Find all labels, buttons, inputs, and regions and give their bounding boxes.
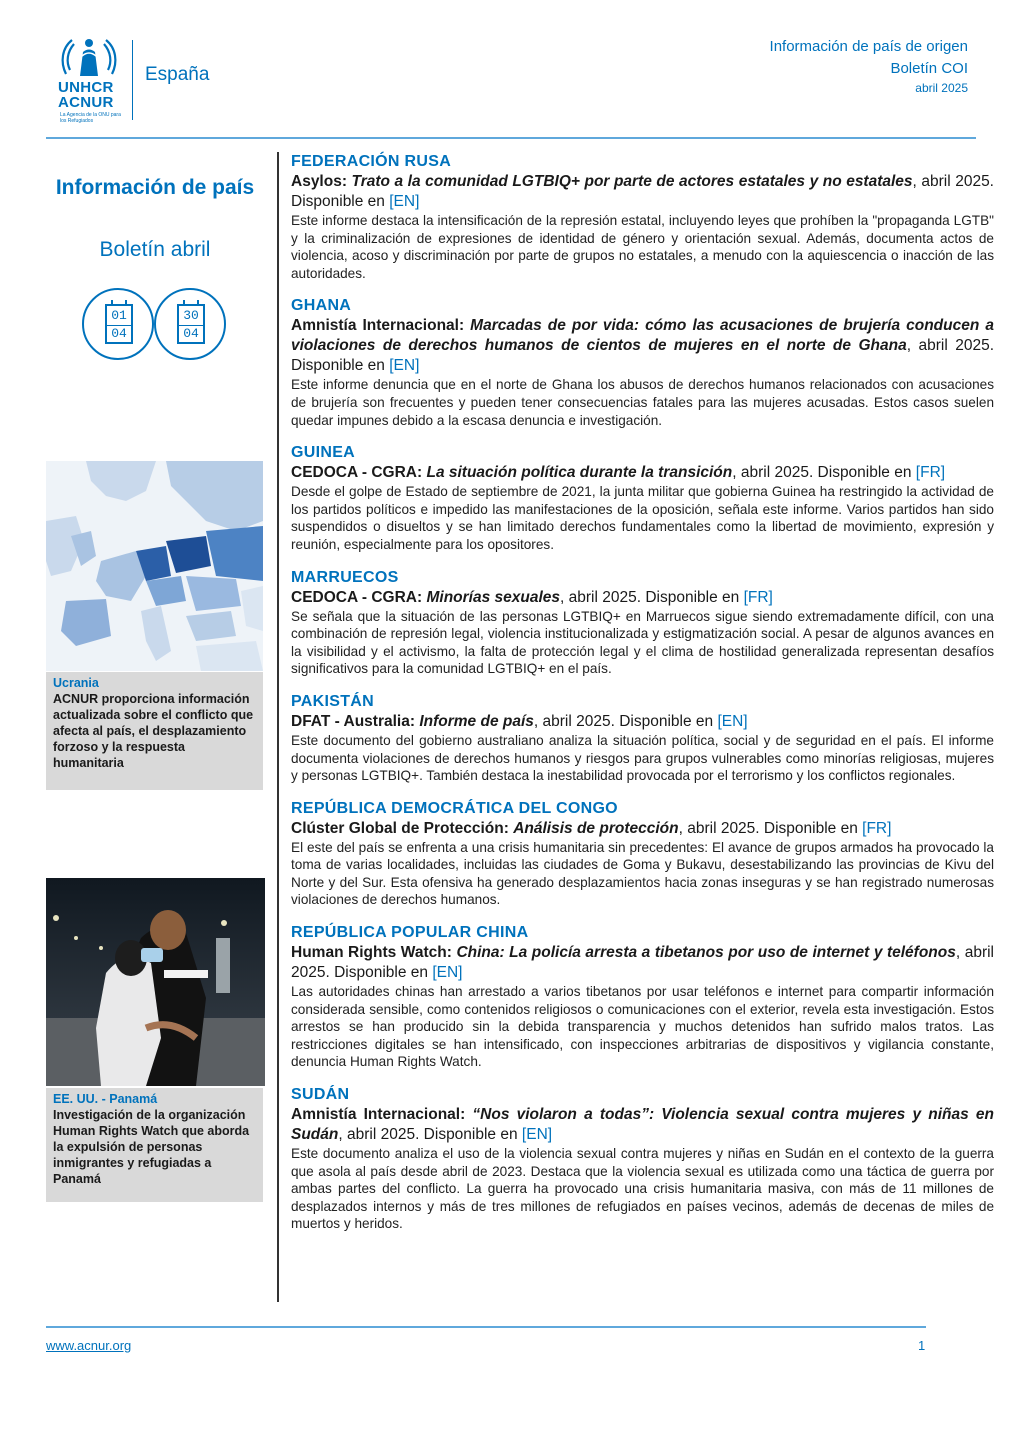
source-name: CEDOCA - CGRA: — [291, 464, 423, 482]
report-date: , abril 2025. Disponible en — [560, 588, 740, 606]
report-title: China: La policía arresta a tibetanos por uso de internet y teléfonos — [456, 944, 956, 962]
section-country: REPÚBLICA DEMOCRÁTICA DEL CONGO — [291, 799, 618, 817]
caption-panama-text: Investigación de la organización Human Rights Watch que aborda la expulsión de personas inmigrantes y refugiadas a Panamá — [53, 1108, 250, 1186]
report-title: Informe de país — [419, 712, 534, 730]
website-link[interactable]: www.acnur.org — [46, 1338, 132, 1353]
calendar-start-icon — [82, 288, 154, 360]
section-summary: Este informe destaca la intensificación de la represión estatal, incluyendo leyes que prohíben la "propaganda LGTB" y la criminalización de expresiones de identidad de género y orientación sexual. Además, documenta actos de violencia, acoso y discriminación por parte de grupos no estatales, a menudo con la aquiescencia o inacción de las autoridades. — [291, 213, 994, 281]
calendar-end-day: 30 — [183, 308, 199, 323]
section-rusia — [291, 152, 994, 282]
logo-tagline: La Agencia de la ONU para los Refugiados — [60, 112, 121, 124]
footer-rule — [46, 1326, 926, 1328]
report-date: , abril 2025. Disponible en — [291, 173, 994, 210]
report-date: , abril 2025. Disponible en — [533, 712, 714, 730]
caption-panama-title[interactable]: EE. UU. - Panamá — [53, 1092, 158, 1106]
section-china — [291, 923, 994, 1071]
header-rule — [46, 137, 976, 139]
section-country: SUDÁN — [291, 1086, 350, 1104]
source-name: CEDOCA - CGRA: — [291, 588, 423, 606]
language-link[interactable]: [FR] — [862, 819, 892, 837]
language-link[interactable]: [EN] — [521, 1126, 553, 1144]
section-country: REPÚBLICA POPULAR CHINA — [291, 924, 529, 942]
source-name: Amnistía Internacional: — [291, 317, 465, 335]
calendar-start-day: 01 — [111, 308, 127, 323]
section-country: MARRUECOS — [291, 568, 399, 586]
section-country: PAKISTÁN — [291, 692, 374, 710]
section-reference — [291, 1105, 994, 1145]
section-summary: Se señala que la situación de las personas LGTBIQ+ en Marruecos sigue siendo extremadamente difícil, con una combinación de represión legal, violencia institucionalizada y estigmatización social. A pesar de algunos avances en la visibilidad y el activismo, la falta de protección legal y el clima de hostilidad generalizada representan desafíos significativos para la comunidad LGTBIQ+ en el país. — [291, 608, 994, 677]
section-country: FEDERACIÓN RUSA — [291, 153, 452, 170]
logo-wordmark: UNHCR ACNUR — [58, 79, 114, 111]
section-ghana — [291, 296, 994, 429]
page-number: 1 — [918, 1338, 926, 1353]
column-divider — [277, 152, 279, 1302]
section-summary: Las autoridades chinas han arrestado a varios tibetanos por usar teléfonos e internet para compartir información considerada sensible, como contenidos religiosos o comunicaciones con el exterior, revela esta investigación. Estos arrestos se han producido sin la debida transparencia y muchos detenidos han sufrido malos tratos. Las restricciones digitales se han intensificado, con inspecciones arbitrarias de dispositivos y vigilancia constante, denuncia Human Rights Watch. — [291, 984, 994, 1070]
section-summary: Este informe denuncia que en el norte de Ghana los abusos de derechos humanos relacionados con acusaciones de brujería son frecuentes y pueden tener consecuencias fatales para las mujeres acusadas. Estos casos suelen quedar impunes debido a la escasa denuncia e investigación. — [291, 377, 994, 428]
report-title: Marcadas de por vida: cómo las acusaciones de brujería conducen a violaciones de derechos humanos de cientos de mujeres en el norte de Ghana — [291, 317, 994, 355]
language-link[interactable]: [EN] — [389, 357, 420, 375]
caption-ukraine — [46, 672, 263, 790]
report-date: , abril 2025. Disponible en — [338, 1126, 518, 1144]
section-country: GHANA — [291, 297, 352, 315]
section-pakistan — [291, 692, 994, 785]
report-date: , abril 2025. Disponible en — [291, 944, 995, 982]
source-name: Human Rights Watch: — [291, 944, 452, 962]
language-link[interactable]: [EN] — [717, 712, 748, 730]
section-country: GUINEA — [291, 444, 356, 462]
sidebar-title: Información de país — [55, 176, 255, 199]
report-date: , abril 2025. Disponible en — [291, 337, 995, 375]
section-reference — [291, 463, 994, 483]
calendar-end-icon — [154, 288, 226, 360]
source-name: DFAT - Australia: — [291, 712, 416, 730]
unhcr-emblem-icon — [56, 34, 122, 80]
migrants-photo-image — [46, 878, 265, 1086]
section-reference — [291, 819, 994, 839]
section-reference — [291, 316, 994, 376]
report-title: La situación política durante la transición — [426, 464, 733, 482]
language-link[interactable]: [EN] — [389, 193, 420, 210]
caption-panama — [46, 1088, 263, 1202]
source-name: Asylos: — [291, 173, 347, 190]
language-link[interactable]: [EN] — [432, 964, 463, 982]
language-link[interactable]: [FR] — [743, 588, 773, 606]
section-reference — [291, 712, 994, 732]
source-name: Amnistía Internacional: — [291, 1106, 466, 1124]
caption-ukraine-text: ACNUR proporciona información actualizada sobre el conflicto que afecta al país, el desplazamiento forzoso y la respuesta humanitaria — [53, 692, 254, 770]
doc-date: abril 2025 — [915, 81, 968, 95]
caption-ukraine-title[interactable]: Ucrania — [53, 676, 99, 690]
report-date: , abril 2025. Disponible en — [678, 819, 858, 837]
logo-divider — [132, 40, 133, 120]
section-summary: Desde el golpe de Estado de septiembre de 2021, la junta militar que gobierna Guinea ha restringido la actividad de los partidos políticos e impedido las manifestaciones de la oposición, señala este informe. Varios partidos han sido suspendidos o disueltos y se han limitado derechos fundamentales como la libertad de movimiento, expresión y reunión, especialmente para los opositores. — [291, 484, 994, 552]
section-rdc — [291, 799, 994, 909]
report-title: “Nos violaron a todas”: Violencia sexual contra mujeres y niñas en Sudán — [291, 1106, 994, 1144]
section-reference — [291, 172, 994, 212]
section-summary: Este documento del gobierno australiano analiza la situación política, social y de seguridad en el país. El informe documenta violaciones de derechos humanos y riesgos para grupos vulnerables como minorías religiosas, mujeres y personas LGTBIQ+. También destaca la inestabilidad provocada por el terrorismo y los conflictos regionales. — [291, 732, 994, 784]
source-name: Clúster Global de Protección: — [291, 819, 509, 837]
calendar-end-month: 04 — [179, 325, 203, 341]
section-marruecos — [291, 568, 994, 678]
section-guinea — [291, 443, 994, 553]
section-reference — [291, 943, 994, 983]
language-link[interactable]: [FR] — [915, 464, 946, 482]
doc-title: Información de país de origen — [769, 38, 968, 55]
calendar-start-month: 04 — [107, 325, 131, 341]
section-summary: El este del país se enfrenta a una crisis humanitaria sin precedentes: El avance de grupos armados ha provocado la toma de varias localidades, incluidas las ciudades de Goma y Bukavu, desestabilizando las provincias de Kivu del Norte y del Sur. Esta ofensiva ha generado desplazamientos hacia zonas inseguras y se han registrado numerosas violaciones de derechos humanos. — [291, 839, 994, 908]
section-reference — [291, 588, 994, 608]
bulletin-label: Boletín COI — [890, 60, 968, 77]
report-title: Trato a la comunidad LGTBIQ+ por parte de actores estatales y no estatales — [351, 173, 913, 190]
country-label: España — [145, 64, 210, 85]
report-title: Análisis de protección — [513, 819, 679, 837]
report-date: , abril 2025. Disponible en — [732, 464, 912, 482]
main-content — [291, 152, 994, 1247]
report-title: Minorías sexuales — [426, 588, 561, 606]
europe-map-image — [46, 461, 263, 671]
section-sudan — [291, 1085, 994, 1233]
sidebar-subtitle: Boletín abril — [99, 238, 211, 261]
header-info — [770, 36, 968, 96]
section-summary: Este documento analiza el uso de la violencia sexual contra mujeres y niñas en Sudán en el contexto de la guerra que asola al país desde abril de 2023. Destaca que la violencia sexual es utilizada como una táctica de guerra por ambas partes del conflicto. La guerra ha provocado una crisis humanitaria masiva, con más de 11 millones de desplazados internos y más de tres millones de refugiados en países vecinos, además de decenas de miles de muertos y heridos. — [291, 1146, 994, 1232]
